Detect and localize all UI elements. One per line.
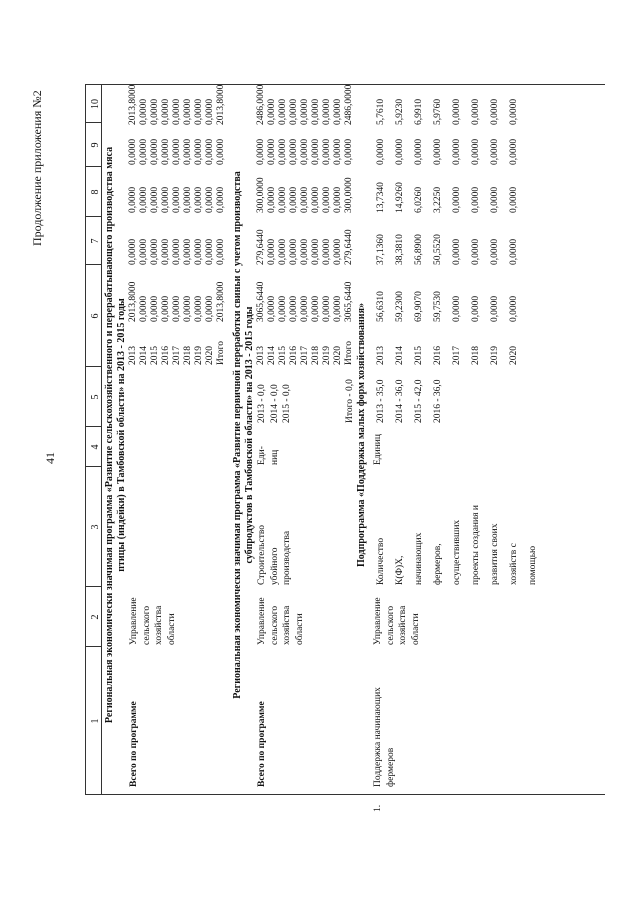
column-number-7: 7 — [90, 238, 101, 244]
cell-value: 2017 — [452, 346, 462, 365]
cell-value: 279,6440 — [344, 229, 354, 265]
cell-value: 0,0000 — [311, 138, 321, 165]
cell-value: 0,0000 — [278, 238, 288, 265]
cell-value: 59,2300 — [395, 291, 405, 322]
cell-value: 0,0000 — [139, 98, 149, 125]
cell-value: 2013 — [256, 346, 266, 365]
cell-value: 50,5520 — [433, 234, 443, 265]
section1-row-label: Всего по программе — [129, 701, 139, 787]
cell-value: 0,0000 — [333, 238, 343, 265]
cell-value: 0,0000 — [278, 98, 288, 125]
cell-value: 0,0000 — [300, 186, 310, 213]
section2-title-line2: субпродуктов в Тамбовской области» на 2013 - 2015 годы — [244, 306, 255, 564]
cell-value: 0,0000 — [471, 98, 481, 125]
cell-value: 0,0000 — [139, 295, 149, 322]
cell-value: 0,0000 — [490, 186, 500, 213]
section3-unit: Единиц — [373, 434, 383, 465]
cell-value: 0,0000 — [183, 138, 193, 165]
cell-value: 0,0000 — [150, 138, 160, 165]
value5-line: 2015 - 42,0 — [414, 379, 424, 423]
cell-value: 5,9230 — [395, 98, 405, 125]
section2-values5 — [256, 384, 294, 423]
cell-value: 14,9260 — [395, 182, 405, 213]
cell-value: 2486,0000 — [256, 84, 266, 125]
section3-col6 — [372, 291, 524, 322]
cell-value: 0,0000 — [150, 98, 160, 125]
indicator-line: проекты создания и — [471, 505, 481, 585]
cell-value: 0,0000 — [509, 138, 519, 165]
cell-value: 0,0000 — [289, 98, 299, 125]
cell-value: 0,0000 — [256, 138, 266, 165]
cell-value: 0,0000 — [205, 186, 215, 213]
cell-value: 0,0000 — [172, 138, 182, 165]
cell-value: 2015 — [414, 346, 424, 365]
indicator-line: производства — [282, 530, 292, 585]
cell-value: 0,0000 — [150, 295, 160, 322]
cell-value: 0,0000 — [267, 186, 277, 213]
cell-value: Итого — [216, 340, 226, 365]
cell-value: 0,0000 — [128, 238, 138, 265]
column-number-2: 2 — [90, 614, 101, 620]
cell-value: 0,0000 — [311, 295, 321, 322]
section1-title — [104, 85, 128, 785]
value5-line: 2015 - 0,0 — [282, 384, 292, 423]
cell-value: 0,0000 — [139, 238, 149, 265]
column-number-10: 10 — [90, 99, 101, 109]
section2-years — [256, 341, 355, 365]
cell-value: 0,0000 — [216, 186, 226, 213]
cell-value: 300,0000 — [344, 177, 354, 213]
cell-value: 0,0000 — [267, 238, 277, 265]
cell-value: 0,0000 — [205, 138, 215, 165]
section1-col7 — [128, 239, 227, 265]
indicator-line: Количество — [376, 537, 386, 585]
executor-line: сельского — [269, 605, 280, 645]
cell-value: 0,0000 — [194, 186, 204, 213]
cell-value: 2014 — [267, 346, 277, 365]
cell-value: 2014 — [139, 346, 149, 365]
executor-line: области — [166, 613, 177, 645]
cell-value: 0,0000 — [300, 295, 310, 322]
cell-value: 0,0000 — [452, 138, 462, 165]
col-divider — [85, 264, 101, 265]
cell-value: 0,0000 — [194, 295, 204, 322]
cell-value: 3065,6440 — [344, 281, 354, 322]
column-number-5: 5 — [90, 394, 101, 400]
cell-value: 0,0000 — [322, 186, 332, 213]
cell-value: 0,0000 — [452, 295, 462, 322]
section2-col6 — [256, 282, 355, 322]
cell-value: 0,0000 — [376, 138, 386, 165]
cell-value: 0,0000 — [128, 138, 138, 165]
cell-value: 2015 — [150, 346, 160, 365]
cell-value: 0,0000 — [289, 295, 299, 322]
row-label-line: фермеров — [385, 747, 396, 787]
cell-value: 2015 — [278, 346, 288, 365]
column-number-9: 9 — [90, 142, 101, 148]
section2-unit — [256, 446, 281, 465]
value5-line: 2016 - 36,0 — [433, 379, 443, 423]
cell-value: 279,6440 — [256, 229, 266, 265]
cell-value: 0,0000 — [183, 238, 193, 265]
cell-value: 2018 — [311, 346, 321, 365]
cell-value: 0,0000 — [183, 98, 193, 125]
col-divider — [85, 366, 101, 367]
col-divider — [85, 646, 101, 647]
section1-col6 — [128, 282, 227, 322]
cell-value: 0,0000 — [161, 138, 171, 165]
cell-value: 2016 — [433, 346, 443, 365]
cell-value: 0,0000 — [509, 98, 519, 125]
col-divider — [85, 216, 101, 217]
cell-value: 2016 — [289, 346, 299, 365]
cell-value: 2013 — [376, 346, 386, 365]
cell-value: 0,0000 — [300, 138, 310, 165]
indicator-line: помощью — [528, 545, 538, 585]
section1-title-line2: птицы (индейки) в Тамбовской области» на 2013 - 2015 годы — [116, 298, 127, 572]
unit-line: ниц — [269, 449, 280, 465]
cell-value: 56,8900 — [414, 234, 424, 265]
section2-title — [232, 85, 256, 785]
executor-line: области — [410, 613, 421, 645]
indicator-line: К(Ф)Х, — [395, 555, 405, 585]
unit-line: Еди- — [257, 446, 267, 465]
section3-col8 — [372, 182, 524, 213]
cell-value: 0,0000 — [216, 138, 226, 165]
cell-value: 0,0000 — [322, 98, 332, 125]
cell-value: 0,0000 — [509, 186, 519, 213]
executor-line: сельского — [385, 605, 396, 645]
executor-line: сельского — [141, 605, 152, 645]
cell-value: 0,0000 — [161, 186, 171, 213]
cell-value: 0,0000 — [509, 295, 519, 322]
cell-value: 0,0000 — [333, 186, 343, 213]
value5-line: 2013 - 35,0 — [376, 379, 386, 423]
cell-value: 0,0000 — [172, 295, 182, 322]
cell-value: 0,0000 — [278, 138, 288, 165]
cell-value: 0,0000 — [172, 238, 182, 265]
executor-line: области — [294, 613, 305, 645]
page-number: 41 — [43, 452, 57, 464]
cell-value: 0,0000 — [311, 186, 321, 213]
column-number-1: 1 — [90, 718, 101, 724]
section3-col10 — [372, 99, 524, 125]
section1-executor — [128, 597, 178, 645]
cell-value: 2018 — [471, 346, 481, 365]
cell-value: 59,7530 — [433, 291, 443, 322]
cell-value: 0,0000 — [471, 138, 481, 165]
cell-value: Итого — [344, 340, 354, 365]
cell-value: 0,0000 — [471, 295, 481, 322]
cell-value: 0,0000 — [289, 238, 299, 265]
cell-value: 2013 — [128, 346, 138, 365]
cell-value: 0,0000 — [452, 186, 462, 213]
cell-value: 0,0000 — [194, 138, 204, 165]
cell-value: 0,0000 — [172, 186, 182, 213]
cell-value: 2013,8000 — [128, 281, 138, 322]
cell-value: 0,0000 — [267, 138, 277, 165]
cell-value: 0,0000 — [395, 138, 405, 165]
cell-value: 2020 — [205, 346, 215, 365]
column-number-8: 8 — [90, 189, 101, 195]
column-number-row-border — [101, 85, 102, 795]
cell-value: 2013,8000 — [216, 84, 226, 125]
cell-value: 0,0000 — [194, 238, 204, 265]
value5-line: 2013 - 0,0 — [257, 384, 267, 423]
section2-total5: Итого - 0,0 — [345, 379, 355, 423]
table-left-border — [85, 794, 605, 795]
cell-value: 0,0000 — [161, 98, 171, 125]
cell-value: 0,0000 — [161, 295, 171, 322]
cell-value: 0,0000 — [289, 138, 299, 165]
cell-value: 0,0000 — [278, 295, 288, 322]
cell-value: 0,0000 — [490, 98, 500, 125]
cell-value: 2017 — [172, 346, 182, 365]
section2-col8 — [256, 177, 355, 213]
cell-value: 0,0000 — [300, 98, 310, 125]
cell-value: 5,9760 — [433, 98, 443, 125]
section3-row-number: 1. — [373, 804, 383, 812]
cell-value: 2013,8000 — [216, 281, 226, 322]
section2-col9 — [256, 139, 355, 165]
cell-value: 0,0000 — [194, 98, 204, 125]
cell-value: 0,0000 — [490, 238, 500, 265]
section3-executor — [372, 597, 422, 645]
section1-years — [128, 341, 227, 365]
indicator-line: фермеров, — [433, 543, 443, 585]
cell-value: 0,0000 — [161, 238, 171, 265]
cell-value: 0,0000 — [216, 238, 226, 265]
column-number-6: 6 — [90, 313, 101, 319]
cell-value: 0,0000 — [128, 186, 138, 213]
value5-line: 2014 - 36,0 — [395, 379, 405, 423]
cell-value: 0,0000 — [205, 98, 215, 125]
cell-value: 2016 — [161, 346, 171, 365]
col-divider — [85, 166, 101, 167]
section3-title: Подпрограмма «Поддержка малых форм хозяйствования» — [356, 303, 367, 567]
cell-value: 2019 — [194, 346, 204, 365]
cell-value: 0,0000 — [139, 138, 149, 165]
cell-value: 0,0000 — [139, 186, 149, 213]
section3-indicator — [372, 505, 543, 585]
cell-value: 6,0260 — [414, 186, 424, 213]
cell-value: 0,0000 — [471, 238, 481, 265]
cell-value: 0,0000 — [452, 238, 462, 265]
cell-value: 0,0000 — [267, 98, 277, 125]
section2-col7 — [256, 229, 355, 265]
section2-executor — [256, 597, 306, 645]
cell-value: 0,0000 — [433, 138, 443, 165]
cell-value: 0,0000 — [490, 295, 500, 322]
indicator-line: развития своих — [490, 523, 500, 585]
cell-value: 0,0000 — [452, 98, 462, 125]
indicator-line: Строительство — [257, 524, 267, 585]
executor-line: хозяйства — [398, 605, 408, 645]
section3-row-label — [372, 687, 397, 787]
cell-value: 2020 — [509, 346, 519, 365]
section1-title-line1: Региональная экономически значимая программа «Развитие сельскохозяйственного и перерабатывающего производства мяса — [104, 146, 115, 724]
cell-value: 0,0000 — [333, 98, 343, 125]
section3-col9 — [372, 139, 524, 165]
continuation-note: Продолжение приложения №2 — [30, 90, 44, 246]
cell-value: 0,0000 — [205, 238, 215, 265]
cell-value: 0,0000 — [300, 238, 310, 265]
cell-value: 2013,8000 — [128, 84, 138, 125]
executor-line: хозяйства — [282, 605, 292, 645]
cell-value: 0,0000 — [471, 186, 481, 213]
value5-line: 2014 - 0,0 — [269, 384, 280, 423]
executor-line: Управление — [373, 597, 383, 645]
row-label-line: Поддержка начинающих — [373, 687, 383, 787]
cell-value: 0,0000 — [183, 295, 193, 322]
column-number-3: 3 — [90, 524, 101, 530]
cell-value: 300,0000 — [256, 177, 266, 213]
cell-value: 0,0000 — [490, 138, 500, 165]
cell-value: 5,7610 — [376, 98, 386, 125]
cell-value: 6,9910 — [414, 98, 424, 125]
cell-value: 0,0000 — [322, 295, 332, 322]
executor-line: хозяйства — [154, 605, 164, 645]
cell-value: 0,0000 — [333, 295, 343, 322]
cell-value: 56,6310 — [376, 291, 386, 322]
section1-col10 — [128, 85, 227, 125]
section2-indicator — [256, 525, 294, 585]
cell-value: 3065,6440 — [256, 281, 266, 322]
cell-value: 0,0000 — [333, 138, 343, 165]
section2-col10 — [256, 85, 355, 125]
indicator-line: убойного — [269, 547, 280, 585]
cell-value: 0,0000 — [414, 138, 424, 165]
cell-value: 13,7340 — [376, 182, 386, 213]
cell-value: 2486,0000 — [344, 84, 354, 125]
cell-value: 0,0000 — [278, 186, 288, 213]
executor-line: Управление — [257, 597, 267, 645]
section1-col8 — [128, 187, 227, 213]
indicator-line: хозяйств с — [509, 543, 519, 585]
table-top-border — [85, 85, 86, 795]
executor-line: Управление — [129, 597, 139, 645]
cell-value: 0,0000 — [267, 295, 277, 322]
column-number-4: 4 — [90, 444, 101, 450]
cell-value: 2020 — [333, 346, 343, 365]
cell-value: 0,0000 — [311, 238, 321, 265]
section1-col9 — [128, 139, 227, 165]
cell-value: 0,0000 — [509, 238, 519, 265]
cell-value: 0,0000 — [322, 138, 332, 165]
cell-value: 0,0000 — [150, 238, 160, 265]
section3-years — [372, 346, 524, 365]
cell-value: 2017 — [300, 346, 310, 365]
section3-values5 — [372, 379, 448, 423]
col-divider — [85, 586, 101, 587]
cell-value: 0,0000 — [311, 98, 321, 125]
cell-value: 0,0000 — [205, 295, 215, 322]
cell-value: 3,2250 — [433, 186, 443, 213]
cell-value: 0,0000 — [150, 186, 160, 213]
cell-value: 37,1360 — [376, 234, 386, 265]
cell-value: 69,9070 — [414, 291, 424, 322]
indicator-line: начинающих — [414, 532, 424, 585]
cell-value: 0,0000 — [289, 186, 299, 213]
section3-col7 — [372, 234, 524, 265]
cell-value: 0,0000 — [183, 186, 193, 213]
section2-row-label: Всего по программе — [257, 701, 267, 787]
cell-value: 2019 — [490, 346, 500, 365]
cell-value: 0,0000 — [344, 138, 354, 165]
cell-value: 38,3810 — [395, 234, 405, 265]
cell-value: 2019 — [322, 346, 332, 365]
cell-value: 2018 — [183, 346, 193, 365]
section2-title-line1: Региональная экономически значимая программа «Развитие первичной переработки свиньи с учетом производства — [232, 171, 243, 699]
cell-value: 0,0000 — [172, 98, 182, 125]
cell-value: 0,0000 — [322, 238, 332, 265]
cell-value: 2014 — [395, 346, 405, 365]
indicator-line: осуществивших — [452, 519, 462, 585]
